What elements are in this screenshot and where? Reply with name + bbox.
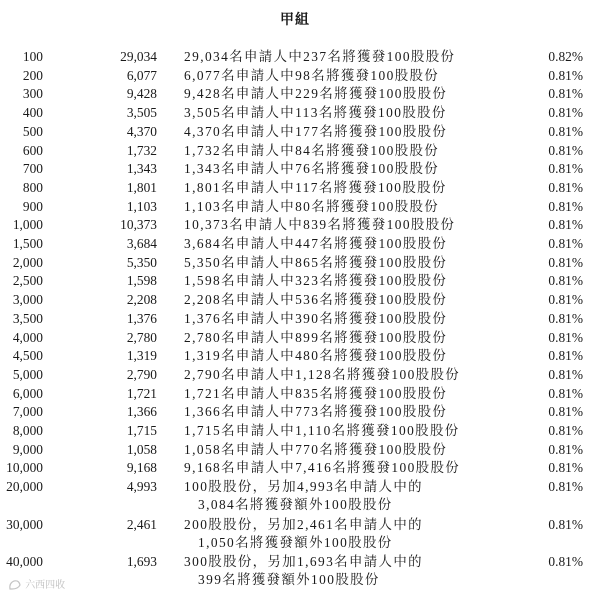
percentage-cell: 0.81%: [548, 198, 583, 214]
allotment-basis-cell-line2: 1,050名將獲發額外100股股份: [198, 534, 393, 550]
shares-cell: 9,000: [12, 441, 43, 457]
table-row: [0, 403, 590, 421]
shares-cell: 400: [22, 105, 43, 121]
allotment-basis-cell: 300股股份，另加1,693名申請人中的: [184, 553, 423, 569]
shares-cell: 5,000: [12, 366, 43, 382]
applications-cell: 2,780: [126, 329, 157, 345]
percentage-cell: 0.81%: [548, 86, 583, 102]
percentage-cell: 0.81%: [548, 179, 583, 195]
table-row: [0, 198, 590, 216]
shares-cell: 300: [22, 86, 43, 102]
percentage-cell: 0.81%: [548, 236, 583, 251]
percentage-cell: 0.81%: [548, 385, 583, 401]
allotment-basis-cell: 1,801名申請人中117名將獲發100股股份: [184, 179, 447, 195]
percentage-cell: 0.81%: [548, 479, 583, 495]
applications-cell: 1,801: [126, 179, 157, 195]
percentage-cell: 0.81%: [548, 273, 583, 289]
applications-cell: 1,376: [126, 310, 157, 326]
table-row: [0, 329, 590, 347]
table-row: [0, 254, 590, 272]
allotment-basis-cell: 1,366名申請人中773名將獲發100股股份: [184, 404, 448, 420]
applications-cell: 3,684: [126, 236, 157, 251]
table-row: [0, 160, 590, 178]
allotment-basis-cell: 9,168名申請人中7,416名將獲發100股股份: [184, 460, 461, 476]
shares-cell: 3,000: [12, 292, 43, 308]
applications-cell: 1,103: [126, 198, 157, 214]
allotment-basis-cell-line2: 3,084名將獲發額外100股股份: [198, 497, 393, 513]
table-row: [0, 179, 590, 197]
applications-cell: 2,461: [126, 516, 157, 532]
shares-cell: 1,000: [12, 217, 43, 233]
percentage-cell: 0.81%: [548, 553, 583, 569]
applications-cell: 4,993: [126, 479, 157, 495]
allotment-basis-cell: 1,715名申請人中1,110名將獲發100股股份: [184, 423, 460, 438]
shares-cell: 600: [22, 142, 43, 158]
shares-cell: 200: [22, 67, 43, 83]
percentage-cell: 0.81%: [548, 348, 583, 364]
applications-cell: 10,373: [120, 217, 157, 233]
allotment-basis-cell: 3,684名申請人中447名將獲發100股股份: [184, 236, 448, 251]
percentage-cell: 0.81%: [548, 329, 583, 345]
allotment-basis-cell: 1,376名申請人中390名將獲發100股股份: [184, 310, 448, 326]
shares-cell: 6,000: [12, 385, 43, 401]
percentage-cell: 0.82%: [548, 49, 583, 64]
table-row: [0, 516, 590, 550]
shares-cell: 100: [22, 49, 43, 64]
table-row: [0, 291, 590, 309]
allotment-basis-cell: 3,505名申請人中113名將獲發100股股份: [184, 105, 447, 121]
applications-cell: 2,790: [126, 366, 157, 382]
percentage-cell: 0.81%: [548, 254, 583, 270]
shares-cell: 3,500: [12, 310, 43, 326]
applications-cell: 9,168: [126, 460, 157, 476]
percentage-cell: 0.81%: [548, 423, 583, 438]
applications-cell: 1,721: [126, 385, 157, 401]
table-row: [0, 216, 590, 234]
shares-cell: 700: [22, 161, 43, 177]
applications-cell: 6,077: [126, 67, 157, 83]
applications-cell: 1,732: [126, 142, 157, 158]
applications-cell: 5,350: [126, 254, 157, 270]
allotment-basis-cell: 10,373名申請人中839名將獲發100股股份: [184, 217, 456, 233]
applications-cell: 1,715: [126, 423, 157, 438]
percentage-cell: 0.81%: [548, 460, 583, 476]
shares-cell: 30,000: [6, 516, 43, 532]
applications-cell: 1,058: [126, 441, 157, 457]
allotment-basis-cell: 1,058名申請人中770名將獲發100股股份: [184, 441, 448, 457]
table-row: [0, 85, 590, 103]
watermark: [8, 576, 65, 591]
allotment-basis-cell: 5,350名申請人中865名將獲發100股股份: [184, 254, 448, 270]
table-row: [0, 478, 590, 513]
percentage-cell: 0.81%: [548, 441, 583, 457]
allotment-basis-cell: 1,732名申請人中84名將獲發100股股份: [184, 142, 440, 158]
table-row: [0, 366, 590, 384]
shares-cell: 20,000: [6, 479, 43, 495]
allotment-basis-cell: 200股股份，另加2,461名申請人中的: [184, 516, 423, 532]
applications-cell: 1,343: [126, 161, 157, 177]
percentage-cell: 0.81%: [548, 161, 583, 177]
applications-cell: 4,370: [126, 123, 157, 139]
allotment-basis-cell: 1,598名申請人中323名將獲發100股股份: [184, 273, 448, 289]
percentage-cell: 0.81%: [548, 67, 583, 83]
allotment-basis-cell: 100股股份，另加4,993名申請人中的: [184, 479, 423, 495]
applications-cell: 2,208: [126, 292, 157, 308]
allotment-basis-cell: 2,780名申請人中899名將獲發100股股份: [184, 329, 448, 345]
shares-cell: 10,000: [6, 460, 43, 476]
shares-cell: 900: [22, 198, 43, 214]
applications-cell: 9,428: [126, 86, 157, 102]
allotment-basis-cell-line2: 399名將獲發額外100股股份: [198, 571, 380, 587]
percentage-cell: 0.81%: [548, 123, 583, 139]
shares-cell: 8,000: [12, 423, 43, 438]
allotment-basis-cell: 4,370名申請人中177名將獲發100股股份: [184, 123, 448, 139]
applications-cell: 3,505: [126, 105, 157, 121]
applications-cell: 29,034: [120, 49, 157, 64]
table-row: [0, 459, 590, 477]
shares-cell: 7,000: [12, 404, 43, 420]
shares-cell: 2,000: [12, 254, 43, 270]
table-row: [0, 48, 590, 66]
allotment-basis-cell: 2,208名申請人中536名將獲發100股股份: [184, 292, 448, 308]
shares-cell: 4,000: [12, 329, 43, 345]
table-row: [0, 385, 590, 403]
table-row: [0, 104, 590, 122]
percentage-cell: 0.81%: [548, 310, 583, 326]
watermark-logo-icon: [8, 579, 22, 591]
percentage-cell: 0.81%: [548, 516, 583, 532]
percentage-cell: 0.81%: [548, 292, 583, 308]
shares-cell: 1,500: [12, 236, 43, 251]
table-row: [0, 67, 590, 85]
allotment-basis-cell: 1,103名申請人中80名將獲發100股股份: [184, 198, 440, 214]
table-row: [0, 235, 590, 253]
table-row: [0, 422, 590, 440]
percentage-cell: 0.81%: [548, 142, 583, 158]
allotment-basis-cell: 1,343名申請人中76名將獲發100股股份: [184, 161, 440, 177]
percentage-cell: 0.81%: [548, 404, 583, 420]
percentage-cell: 0.81%: [548, 217, 583, 233]
allotment-basis-cell: 29,034名申請人中237名將獲發100股股份: [184, 49, 456, 64]
table-title: 甲組: [280, 12, 310, 28]
allotment-basis-cell: 9,428名申請人中229名將獲發100股股份: [184, 86, 448, 102]
shares-cell: 4,500: [12, 348, 43, 364]
shares-cell: 500: [22, 123, 43, 139]
applications-cell: 1,366: [126, 404, 157, 420]
percentage-cell: 0.81%: [548, 366, 583, 382]
allotment-basis-cell: 1,319名申請人中480名將獲發100股股份: [184, 348, 448, 364]
table-row: [0, 441, 590, 459]
watermark-text: 六西四收: [25, 580, 66, 591]
shares-cell: 800: [22, 179, 43, 195]
percentage-cell: 0.81%: [548, 105, 583, 121]
applications-cell: 1,319: [126, 348, 157, 364]
allotment-basis-cell: 1,721名申請人中835名將獲發100股股份: [184, 385, 448, 401]
table-row: [0, 272, 590, 290]
applications-cell: 1,693: [126, 553, 157, 569]
table-row: [0, 142, 590, 160]
allotment-basis-cell: 2,790名申請人中1,128名將獲發100股股份: [184, 366, 461, 382]
table-row: [0, 123, 590, 141]
allotment-basis-cell: 6,077名申請人中98名將獲發100股股份: [184, 67, 440, 83]
table-row: [0, 310, 590, 328]
applications-cell: 1,598: [126, 273, 157, 289]
shares-cell: 40,000: [6, 553, 43, 569]
table-row: [0, 347, 590, 365]
shares-cell: 2,500: [12, 273, 43, 289]
